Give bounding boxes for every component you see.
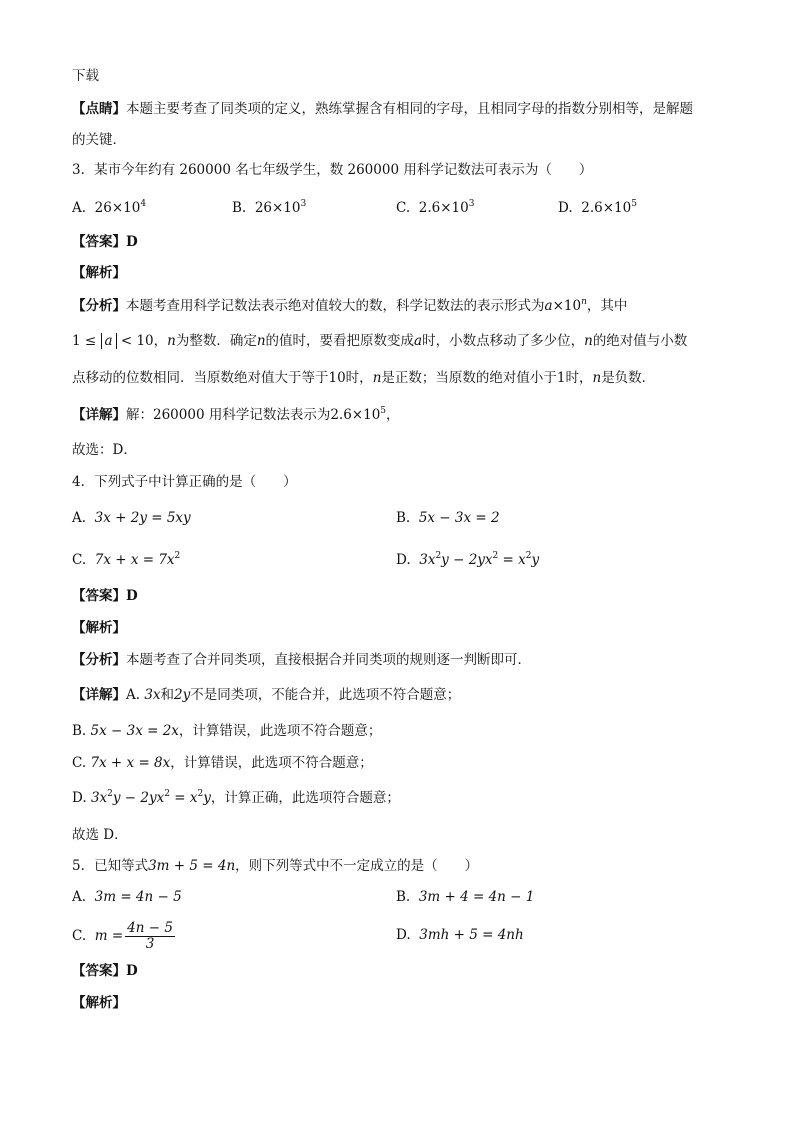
q3-option-b: B. $26\times 10^3$: [232, 199, 307, 216]
q4-xiangjie-d: D. $3x^2y - 2yx^2 = x^2y$，计算正确，此选项符合题意；: [72, 789, 400, 806]
q4-fenxi: 【分析】本题考查了合并同类项，直接根据合并同类项的规则逐一判断即可．: [72, 652, 531, 668]
dianjing-text-1: 本题主要考查了同类项的定义，熟练掌握含有相同的字母，且相同字母的指数分别相等，是解题: [126, 101, 693, 117]
q3-xiangjie: 【详解】解：260000 用科学记数法表示为$2.6\times 10^5$，: [72, 406, 400, 423]
download-text: 下载: [72, 68, 99, 84]
dianjing-line-1: [72, 99, 693, 119]
q4-xiangjie-b: B. 5x − 3x = 2x，计算错误，此选项不符合题意；: [72, 723, 382, 739]
q4-option-a: A. 3x + 2y = 5xy: [72, 510, 191, 526]
q3-fenxi-line-1: 【分析】本题考查用科学记数法表示绝对值较大的数，科学记数法的表示形式为$a\times 10^n$，其中: [72, 297, 628, 314]
q3-option-d: D. $2.6\times 10^5$: [558, 199, 637, 216]
q3-guxuan: 故选：D．: [72, 442, 137, 458]
q3-stem: 3．某市今年约有 260000 名七年级学生，数 260000 用科学记数法可表示为（ ）: [72, 162, 593, 178]
q3-option-c: C. $2.6\times 10^3$: [396, 199, 475, 216]
q4-answer: 【答案】D: [72, 588, 138, 604]
q5-answer: 【答案】D: [72, 963, 138, 979]
q5-option-c-fraction: $\frac{4n - 5}{3}$: [127, 920, 173, 952]
q4-stem: 4．下列式子中计算正确的是（ ）: [72, 474, 297, 490]
q5-option-b: B. 3m + 4 = 4n − 1: [396, 889, 535, 905]
q5-option-c: C. m = $\frac{4n - 5}{3}$: [72, 920, 173, 952]
q5-stem: 5．已知等式3m + 5 = 4n，则下列等式中不一定成立的是（ ）: [72, 858, 479, 874]
q4-xiangjie-c: C. 7x + x = 8x，计算错误，此选项不符合题意；: [72, 755, 373, 771]
q4-guxuan: 故选 D．: [72, 827, 128, 843]
dianjing-tag: 【点睛】: [72, 101, 126, 117]
q3-answer: 【答案】D: [72, 234, 138, 250]
q4-jiexi: 【解析】: [72, 620, 126, 636]
dianjing-line-2: 的关键．: [72, 132, 126, 148]
q3-fenxi-line-2: 1 ≤ a < 10，n为整数．确定n的值时，要看把原数变成a时，小数点移动了多少位，n的绝对值与小数: [72, 333, 688, 349]
q3-fenxi-line-3: 点移动的位数相同．当原数绝对值大于等于10时，n是正数；当原数的绝对值小于1时，n是负数．: [72, 370, 656, 386]
q3-jiexi: 【解析】: [72, 265, 126, 281]
q4-option-d: D. $3x^2y - 2yx^2 = x^2y$: [396, 551, 540, 568]
q4-option-c: C. $7x + x = 7x^2$: [72, 551, 181, 568]
q4-xiangjie-a: 【详解】A. 3x和2y不是同类项，不能合并，此选项不符合题意；: [72, 687, 461, 703]
q5-option-a: A. 3m = 4n − 5: [72, 889, 182, 905]
q3-option-a: A. $26\times 10^4$: [72, 199, 147, 216]
q4-option-b: B. 5x − 3x = 2: [396, 510, 500, 526]
q5-jiexi: 【解析】: [72, 995, 126, 1011]
q5-option-d: D. 3mh + 5 = 4nh: [396, 927, 524, 943]
